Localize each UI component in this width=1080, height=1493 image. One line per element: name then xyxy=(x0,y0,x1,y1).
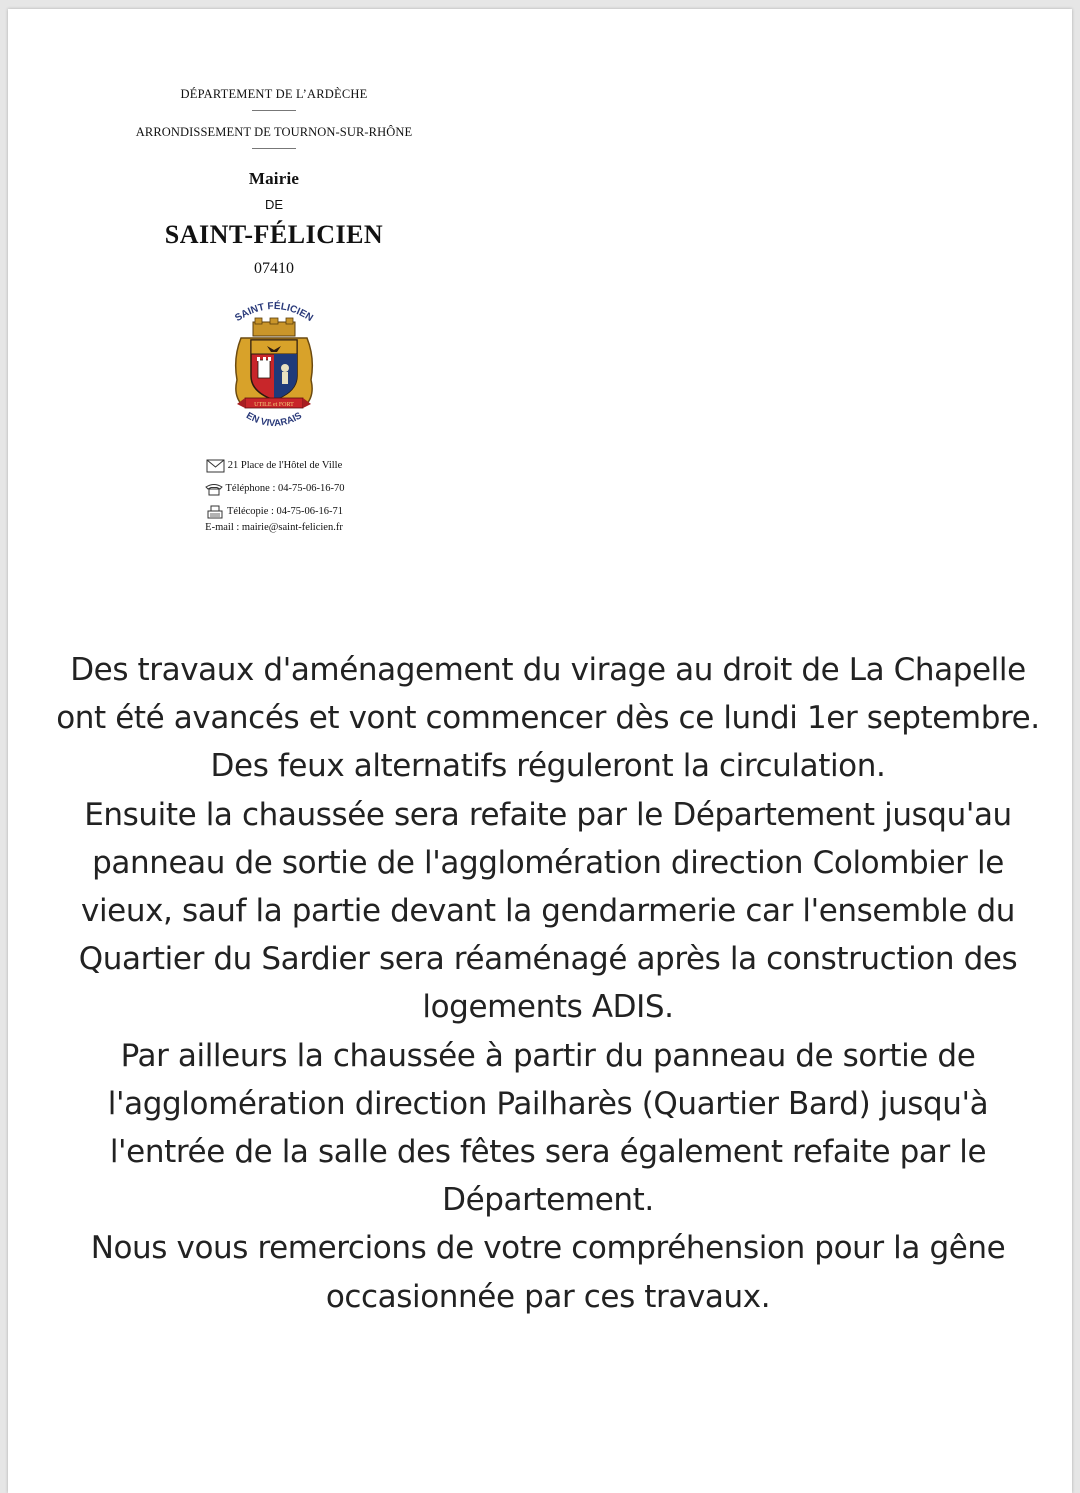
crest-bottom-text: EN VIVARAIS xyxy=(244,410,304,430)
address-row xyxy=(114,454,434,477)
document-page xyxy=(8,9,1072,1493)
address-text: 21 Place de l'Hôtel de Ville xyxy=(227,460,343,471)
email-text: E-mail : mairie@saint-felicien.fr xyxy=(205,522,343,533)
crest-top-text: SAINT FÉLICIEN xyxy=(233,300,315,325)
notice-paragraph: Par ailleurs la chaussée à partir du panneau de sortie de l'agglomération direction Pailharès (Quartier Bard) jusqu'à l'entrée de la salle des fêtes sera également refaite par le Département. xyxy=(107,1037,989,1219)
envelope-icon xyxy=(206,459,226,473)
notice-paragraph: Des travaux d'aménagement du virage au droit de La Chapelle ont été avancés et vont commencer dès ce lundi 1er septembre. Des feux alternatifs réguleront la circulation. xyxy=(56,652,1040,785)
separator-line xyxy=(252,148,296,149)
crest-motto: UTILE et FORT xyxy=(254,402,294,408)
fax-icon xyxy=(205,505,225,519)
separator-line xyxy=(252,110,296,111)
fax-text: Télécopie : 04-75-06-16-71 xyxy=(226,506,344,517)
arrondissement-line: ARRONDISSEMENT DE TOURNON-SUR-RHÔNE xyxy=(135,125,413,139)
contact-block xyxy=(114,454,434,535)
letterhead xyxy=(114,87,434,535)
fax-row xyxy=(114,500,434,523)
notice-paragraph: Ensuite la chaussée sera refaite par le Département jusqu'au panneau de sortie de l'agglomération direction Colombier le vieux, sauf la partie devant la gendarmerie car l'ensemble du Quartier du Sardier sera réaménagé après la construction des logements ADIS. xyxy=(78,796,1018,1026)
town-name: SAINT-FÉLICIEN xyxy=(164,220,384,249)
coat-of-arms-logo xyxy=(219,288,329,438)
department-line: DÉPARTEMENT DE L’ARDÈCHE xyxy=(180,87,368,101)
telephone-row xyxy=(114,477,434,500)
postcode: 07410 xyxy=(254,260,294,277)
telephone-text: Téléphone : 04-75-06-16-70 xyxy=(225,483,345,494)
de-label: DE xyxy=(264,197,284,212)
mairie-label: Mairie xyxy=(248,169,300,188)
telephone-icon xyxy=(204,482,224,496)
notice-body xyxy=(48,646,1048,1321)
notice-paragraph: Nous vous remercions de votre compréhension pour la gêne occasionnée par ces travaux. xyxy=(90,1230,1006,1315)
